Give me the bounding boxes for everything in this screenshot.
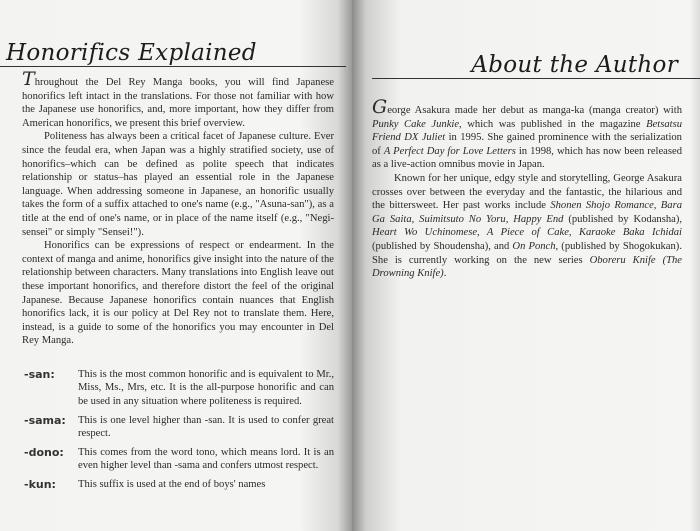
work-title: A Perfect Day for Love Letters (383, 145, 516, 157)
drop-cap: G (372, 96, 388, 118)
page-title: About the Author (471, 52, 678, 78)
drop-cap: T (22, 68, 35, 90)
term: -dono: (24, 445, 64, 459)
right-page (352, 0, 700, 531)
text-segment: in 1998, which has now been released as a live-action omnibus movie in Japan. (372, 145, 682, 171)
term: -kun: (24, 478, 56, 492)
text-segment: in 1995. She gained prominence with the serialization of (372, 132, 682, 157)
text-segment: , which was published in the magazine (459, 118, 647, 130)
paragraph: Politeness has always been a critical facet of Japanese culture. Ever since the feudal era, when Japan was a highly stratified society, use of honorifics–which can be defined as polite speech that indicates relationship or status–has played an essential role in the Japanese language. When addressing someone in Japanese, an honorific usually takes the form of a suffix attached to one's name (e.g., "Asuna-san"), as a title at the end of one's name, or in place of the name itself (e.g., "Negi-sensei" or simply "Sensei!"). (22, 131, 334, 238)
text-segment: (published by Shoudensha), and (372, 240, 513, 252)
definition-item (24, 478, 334, 492)
left-page-content (22, 68, 334, 497)
text-segment: Known for her unique, edgy style and storytelling, George Asakura crosses over between the everyday and the fantastic, the hilarious and the bittersweet. Her past works include (372, 172, 682, 212)
definition: This suffix is used at the end of boys' names (78, 479, 266, 491)
text-segment: eorge Asakura made her debut as manga-ka (manga creator) with (387, 105, 682, 116)
author-bio (372, 96, 683, 281)
work-title: Punky Cake Junkie (372, 118, 460, 130)
paragraph: Throughout the Del Rey Manga books, you will find Japanese honorifics left intact in the translations. For those not familiar with how the Japanese use honorifics, and, more important, how they differ from American honorifics, we present this brief overview. (22, 68, 334, 129)
work-title: Heart Wo Uchinomese, A Piece of Cake, Karaoke Baka Ichidai (372, 227, 682, 239)
definition: This is the most common honorific and is equivalent to Mr., Miss, Ms., Mrs, etc. It is the all-purpose honorific and can be used in any situation where politeness is required. (78, 368, 334, 408)
paragraph (372, 96, 682, 172)
intro-text (22, 68, 334, 348)
term: -san: (24, 367, 55, 381)
title-rule (372, 78, 700, 79)
definition-item (24, 368, 334, 409)
definition-item (24, 446, 334, 473)
paragraph: Honorifics can be expressions of respect or endearment. In the context of manga and anime, honorifics give insight into the nature of the relationship between characters. Many translations into English leave out these important honorifics, and therefore distort the feel of the original Japanese. Because Japanese honorifics contain nuances that English honorifics lack, it is our policy at Del Rey not to translate them. Here, instead, is a guide to some of the honorifics you may encounter in Del Rey Manga. (22, 240, 334, 347)
title-rule (0, 66, 346, 67)
work-title: On Ponch (512, 240, 556, 252)
definition: This is one level higher than -san. It is used to confer great respect. (78, 414, 334, 440)
definition: This comes from the word tono, which means lord. It is an even higher level than -sama and confers utmost respect. (78, 446, 334, 472)
text-segment: , (published by Shogokukan). She is currently working on the new series (372, 240, 682, 266)
work-title: Shonen Shojo Romance, Bara Ga Saita, Suimitsuto No Yoru, Happy End (372, 200, 682, 225)
page-title: Honorifics Explained (6, 40, 257, 66)
definition-item (24, 414, 334, 441)
text-segment: (published by Kodansha), (563, 213, 683, 225)
work-title: Betsatsu Friend DX Juliet (372, 118, 682, 144)
work-title: Oboreru Knife (The Drowning Knife) (372, 254, 683, 280)
term: -sama: (24, 413, 66, 427)
text-segment: . (443, 268, 447, 280)
honorifics-list (24, 368, 334, 497)
paragraph (372, 172, 682, 281)
